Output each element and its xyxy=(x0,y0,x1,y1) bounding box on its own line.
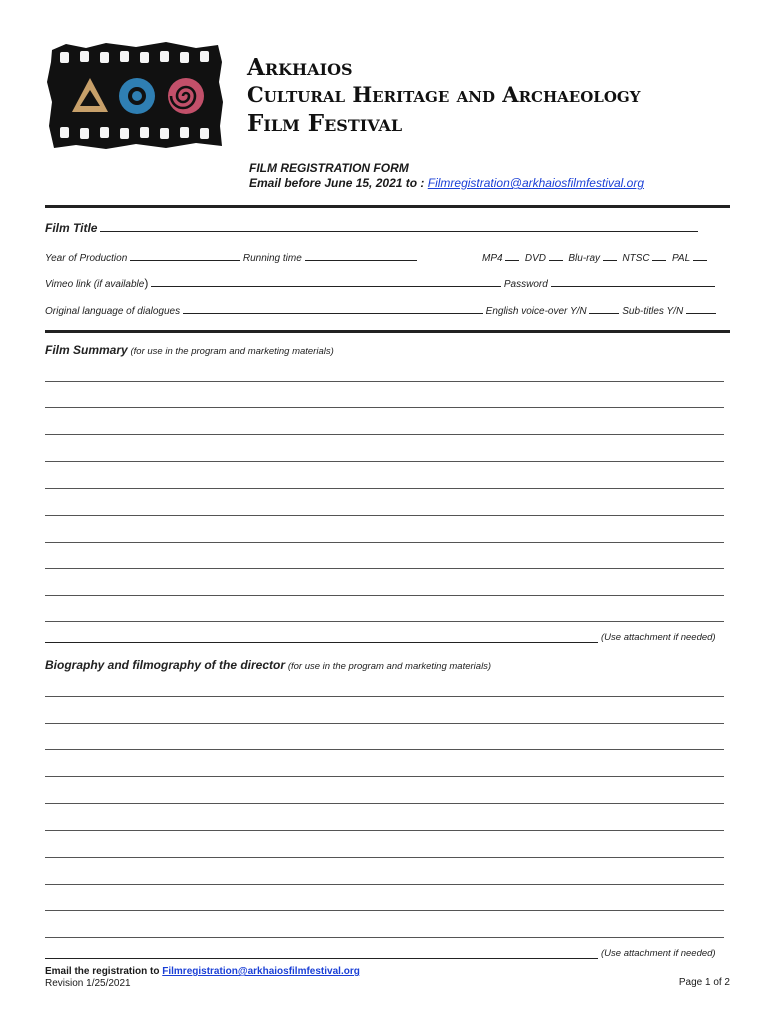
voiceover-field[interactable] xyxy=(589,303,619,314)
bio-line[interactable] xyxy=(45,937,724,938)
language-field[interactable] xyxy=(183,303,483,314)
voiceover-label: English voice-over Y/N xyxy=(485,306,587,317)
summary-line[interactable] xyxy=(45,461,724,462)
summary-attachment-note: (Use attachment if needed) xyxy=(601,632,716,643)
language-label: Original language of dialogues xyxy=(45,306,181,317)
bio-line[interactable] xyxy=(45,958,598,959)
bio-line[interactable] xyxy=(45,696,724,697)
film-title-label: Film Title xyxy=(45,221,98,235)
registration-email-link[interactable]: Filmregistration@arkhaiosfilmfestival.org xyxy=(427,176,644,190)
bio-line[interactable] xyxy=(45,749,724,750)
section-divider xyxy=(45,205,730,208)
summary-line[interactable] xyxy=(45,381,724,382)
running-time-field[interactable] xyxy=(305,250,417,261)
festival-name xyxy=(247,55,640,139)
bio-line[interactable] xyxy=(45,723,724,724)
summary-title: Film Summary xyxy=(45,343,128,357)
bio-line[interactable] xyxy=(45,803,724,804)
form-header xyxy=(249,161,644,191)
film-title-row xyxy=(45,221,698,235)
summary-line[interactable] xyxy=(45,595,724,596)
bio-heading xyxy=(45,658,491,672)
festival-name-line2: Cultural Heritage and Archaeology xyxy=(247,82,641,107)
bio-title: Biography and filmography of the director xyxy=(45,658,286,672)
spiral-icon xyxy=(168,78,204,114)
deadline-text: Email before June 15, 2021 to : xyxy=(249,176,425,190)
vimeo-label: Vimeo link (if available xyxy=(45,279,145,290)
format-dvd-field[interactable] xyxy=(549,250,563,261)
format-mp4-field[interactable] xyxy=(505,250,519,261)
format-bluray: Blu-ray xyxy=(568,253,601,264)
bio-line[interactable] xyxy=(45,830,724,831)
format-ntsc: NTSC xyxy=(622,253,650,264)
bio-attachment-note: (Use attachment if needed) xyxy=(601,948,716,959)
language-row xyxy=(45,303,716,317)
vimeo-paren: ) xyxy=(144,276,149,290)
format-bluray-field[interactable] xyxy=(603,250,617,261)
bio-line[interactable] xyxy=(45,857,724,858)
format-dvd: DVD xyxy=(524,253,547,264)
format-ntsc-field[interactable] xyxy=(652,250,666,261)
summary-heading xyxy=(45,343,334,357)
summary-line[interactable] xyxy=(45,434,724,435)
bio-line[interactable] xyxy=(45,910,724,911)
format-mp4: MP4 xyxy=(482,253,503,264)
summary-line[interactable] xyxy=(45,568,724,569)
summary-line[interactable] xyxy=(45,621,724,622)
subtitles-field[interactable] xyxy=(686,303,716,314)
film-title-field[interactable] xyxy=(100,221,698,232)
vimeo-row xyxy=(45,276,715,290)
form-title: FILM REGISTRATION FORM xyxy=(249,161,409,175)
revision-text: Revision 1/25/2021 xyxy=(45,978,131,989)
section-divider xyxy=(45,330,730,333)
bio-line[interactable] xyxy=(45,884,724,885)
summary-line[interactable] xyxy=(45,542,724,543)
password-field[interactable] xyxy=(551,276,715,287)
password-label: Password xyxy=(503,279,548,290)
format-row xyxy=(482,250,707,264)
year-row xyxy=(45,250,417,264)
summary-line[interactable] xyxy=(45,488,724,489)
page-number: Page 1 of 2 xyxy=(678,977,730,988)
festival-name-line3: Film Festival xyxy=(247,110,403,137)
circle-icon xyxy=(119,78,155,114)
year-label: Year of Production xyxy=(45,253,128,264)
footer-email-link[interactable]: Filmregistration@arkhaiosfilmfestival.org xyxy=(162,966,360,977)
summary-subtitle: (for use in the program and marketing materials) xyxy=(130,346,334,357)
year-field[interactable] xyxy=(130,250,240,261)
format-pal: PAL xyxy=(671,253,690,264)
summary-line[interactable] xyxy=(45,407,724,408)
festival-name-line1: Arkhaios xyxy=(247,54,353,81)
vimeo-field[interactable] xyxy=(151,276,501,287)
footer-email-label: Email the registration to xyxy=(45,966,160,977)
bio-line[interactable] xyxy=(45,776,724,777)
running-time-label: Running time xyxy=(242,253,302,264)
subtitles-label: Sub-titles Y/N xyxy=(622,306,684,317)
footer xyxy=(45,966,360,990)
bio-subtitle: (for use in the program and marketing materials) xyxy=(287,661,492,672)
summary-line[interactable] xyxy=(45,515,724,516)
summary-line[interactable] xyxy=(45,642,598,643)
festival-logo xyxy=(46,42,224,150)
format-pal-field[interactable] xyxy=(693,250,707,261)
